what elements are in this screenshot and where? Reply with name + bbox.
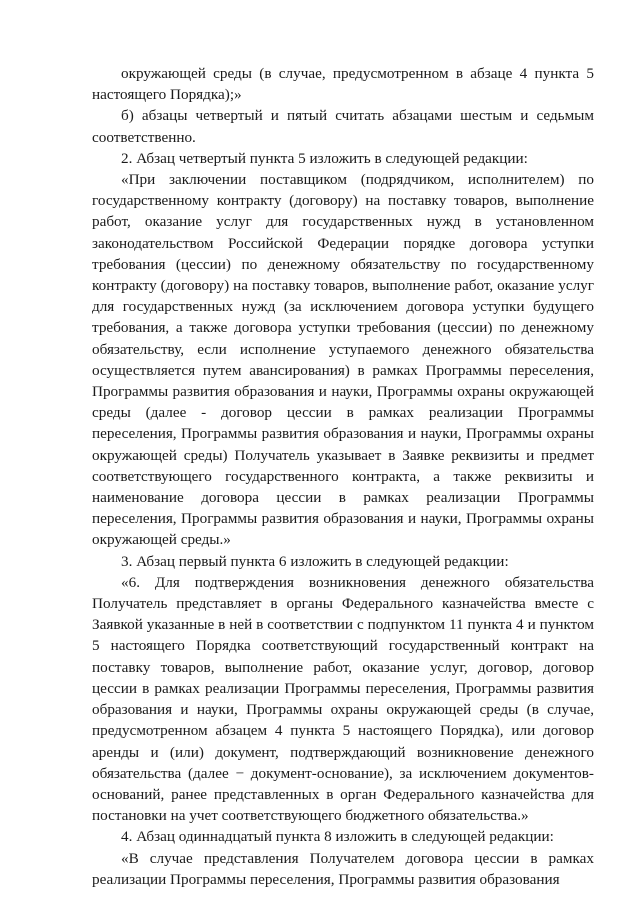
paragraph-continuation: окружающей среды (в случае, предусмотренном в абзаце 4 пункта 5 настоящего Порядка);»: [92, 65, 594, 104]
paragraph-item-2-heading: 2. Абзац четвертый пункта 5 изложить в следующей редакции:: [121, 149, 528, 167]
paragraph-item-4-text: «В случае представления Получателем договора цессии в рамках реализации Программы переселения, Программы развития образования: [92, 849, 594, 888]
paragraph-item-4-heading: 4. Абзац одиннадцатый пункта 8 изложить в следующей редакции:: [121, 828, 554, 846]
paragraph-item-3-heading: 3. Абзац первый пункта 6 изложить в следующей редакции:: [121, 552, 509, 570]
paragraph-item-2-text: «При заключении поставщиком (подрядчиком, исполнителем) по государственному контракту (договору) на поставку товаров, выполнение работ, оказание услуг для государственных нужд в установленном законодательством Российской Федерации порядке договора уступки требования (цессии) по денежному обязательству по государственному контракту (договору) на поставку товаров, выполнение работ, оказание услуг для государственных нужд (за исключением договора уступки будущего требования, а также договора уступки требования (цессии) по денежному обязательству, если исполнение уступаемого денежного обязательства осуществляется путем авансирования) в рамках Программы переселения, Программы развития образования и науки, Программы охраны окружающей среды (далее - договор цессии в рамках реализации Программы переселения, Программы развития образования и науки, Программы охраны окружающей среды) Получатель указывает в Заявке реквизиты и предмет соответствующего государственного контракта, а также реквизиты и наименование договора цессии в рамках реализации Программы переселения, Программы развития образования и науки, Программы охраны окружающей среды.»: [92, 171, 594, 549]
paragraph-item-3-text: «6. Для подтверждения возникновения денежного обязательства Получатель представляет в органы Федерального казначейства вместе с Заявкой указанные в ней в соответствии с подпунктом 11 пункта 4 и пунктом 5 настоящего Порядка соответствующий государственный контракт на поставку товаров, выполнение работ, оказание услуг, договор, договор цессии в рамках реализации Программы переселения, Программы развития образования и науки, Программы охраны окружающей среды (в случае, предусмотренном абзацем 4 пункта 5 настоящего Порядка), или договор аренды и (или) документ, подтверждающий возникновение денежного обязательства (далее − документ-основание), за исключением документов-оснований, ранее представленных в орган Федерального казначейства для постановки на учет соответствующего бюджетного обязательства.»: [92, 573, 594, 825]
document-body: [92, 63, 594, 890]
paragraph-subitem-b: б) абзацы четвертый и пятый считать абзацами шестым и седьмым соответственно.: [92, 107, 594, 146]
